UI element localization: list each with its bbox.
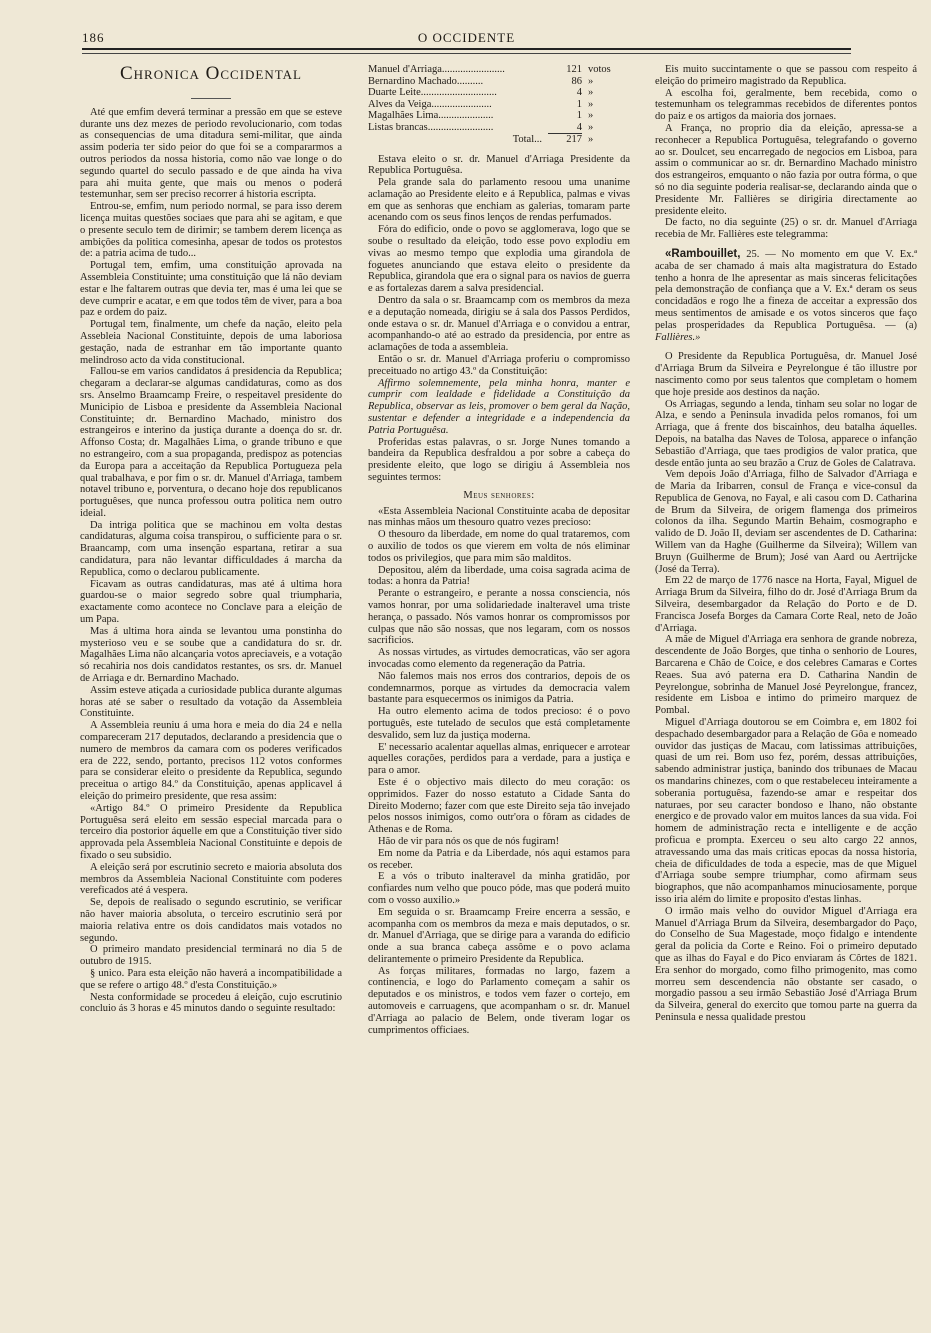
paragraph: Nesta conformidade se procedeu á eleição, cujo escrutinio concluio ás 3 horas e 45 minutos dando o seguinte resultado: (80, 991, 342, 1015)
paragraph: As forças militares, formadas no largo, fazem a continencia, e logo do Parlamento começam a sahir os deputados e os ministros, e todos vem fazer o cortejo, em automoveis e carruagens, que acompanham o sr. dr. Manuel d'Arriaga ao palacio de Belem, onde tiveram logar os cumprimentos officiaes. (368, 965, 630, 1036)
article-title: Chronica Occidental (120, 63, 302, 84)
column-1-text (80, 107, 342, 1015)
vote-row (368, 87, 630, 99)
paragraph: O thesouro da liberdade, em nome do qual trataremos, com o auxilio de todos os que vierem em volta de nós eliminar todos os privilegios, que para mim são malditos. (368, 529, 630, 564)
column-3 (655, 64, 917, 1024)
vote-u: » (588, 110, 594, 121)
page-number: 186 (82, 30, 105, 45)
paragraph: As nossas virtudes, as virtudes democraticas, vão ser agora invocadas como elemento da regeneração da Patria. (368, 647, 630, 670)
vote-n: 4 (576, 121, 582, 133)
telegram-place: «Rambouillet, (665, 247, 741, 260)
total-unit: » (588, 133, 594, 145)
paragraph: Até que emfim deverá terminar a pressão em que se esteve durante uns dez mezes de periodo revolucionario, com todas as consequencias de uma ditadura semi-militar, que ainda assim poderia ter sido peior do que foi se a compararmos a outros periodos da nossa historia, como não vae longe o do segundo quartel do seculo passado e de que ainda ha viva para ahi muita gente, que mais ou menos o poderá testemunhar, sem ser preciso recorrer á historia escripta. (80, 106, 342, 201)
column-2 (368, 64, 630, 1036)
telegram (655, 249, 917, 343)
paragraph: Mas á ultima hora ainda se levantou uma ponstinha do mysterioso veu e se soube que a candidatura do sr. dr. Magalhães Lima não alcançaria votos apreciaveis, e a votação só recahiria nos dois candidatos restantes, os srs. dr. Manuel de Arriaga e dr. Bernardino Machado. (80, 625, 342, 685)
paragraph: Dentro da sala o sr. Braamcamp com os membros da meza e a deputação nomeada, dirigiu se á sala dos Passos Perdidos, onde estava o sr. dr. Manuel d'Arriaga e o convidou a entrar, acompanhando-o até ao estrado da presidencia, por entre as aclamações de toda a assembleia. (368, 295, 630, 354)
paragraph: «Esta Assembleia Nacional Constituinte acaba de depositar nas minhas mãos um thesouro quatro vezes precioso: (368, 505, 630, 529)
paragraph: E a vós o tributo inalteravel da minha gratidão, por confiardes num velho que pouco póde, mas que poderá muito com o vosso auxilio.» (368, 871, 630, 906)
header-rule (82, 48, 851, 50)
page-header (82, 30, 851, 46)
vote-total-row (368, 133, 630, 146)
vote-n: 86 (571, 75, 582, 87)
paragraph: E' necessario acalentar aquellas almas, enriquecer e arrotear aquelles corações, perdidos para a verdade, para a justiça e para o amor. (368, 741, 630, 777)
paragraph: Não falemos mais nos erros dos contrarios, depois de os condemnarmos, porque as virtudes da democracia valem bastante para esquecermos os inimigos da Patria. (368, 670, 630, 706)
vote-name: Alves da Veiga....................... (368, 98, 492, 110)
paragraph: A escolha foi, geralmente, bem recebida, como o testemunham os telegrammas recebidos de diferentes pontos do paiz e os artigos da maioria dos jornaes. (655, 87, 917, 123)
vote-u: » (588, 75, 594, 87)
vote-u: » (588, 98, 594, 110)
salutation: Meus senhores: (463, 489, 535, 501)
vote-n: 1 (576, 98, 582, 110)
paragraph: Perante o estrangeiro, e perante a nossa consciencia, nós vamos honrar, por uma solidariedade inalteravel uma triste herança, o passado. Nós vamos honrar os compromissos por culpas que não são nossas, que nos legaram, com os nossos sacrificios. (368, 588, 630, 647)
paragraph: Portugal tem, finalmente, um chefe da nação, eleito pela Assebleia Nacional Constituinte, depois de uma laboriosa gestação, nada de estranhar em tão importante quanto melindroso acto da vida constitucional. (80, 319, 342, 366)
paragraph: O Presidente da Republica Portuguêsa, dr. Manuel José d'Arriaga Brum da Silveira e Peyrelongue é tão illustre por nascimento como por seus talentos que completam o homem que hoje preside aos destinos da nação. (655, 351, 917, 398)
vote-row (368, 122, 630, 134)
vote-row (368, 64, 630, 76)
vote-name: Listas brancas......................... (368, 121, 494, 133)
paragraph: A mãe de Miguel d'Arriaga era senhora de grande nobreza, descendente de João Borges, que tinha o senhorio de Loures, Barcarena e Chão de Coice, e dos celebres Camaras e Cortes Reaes. Sua avó paterna era D. Catharina Nandin de Peyrelongue, sobrinha de Manuel José Peyrelongue, francez, residente em Lisboa e intimo do primeiro marquez de Pombal. (655, 634, 917, 717)
vote-table (368, 64, 630, 133)
vote-row (368, 99, 630, 111)
paragraph: Hão de vir para nós os que de nós fugiram! (378, 835, 560, 847)
paragraph: Da intriga politica que se machinou em volta destas candidaturas, alguma coisa transpirou, o sufficiente para o sr. Braancamp, com uma insenção espartana, retirar a sua candidatura, para não levantar difficuldades á marcha da Republica, como o declarou publicamente. (80, 519, 342, 578)
paragraph: O irmão mais velho do ouvidor Miguel d'Arriaga era Manuel d'Arriaga Brum da Silveira, desembargador do Paço, do Conselho de Sua Magestade, moço fidalgo e intendente geral da policia da Corte e Reino. Foi o primeiro deputado que as ilhas do Fayal e do Pico enviaram ás Côrtes de 1821. Era senhor do morgado, como filho primogenito, mas como morreu sem descendencia não obstante ser casado, o morgadio passou a seu irmão Sebastião José d'Arriaga Brum da Silveira, general do exercito que tomou parte na guerra da Peninsula e nessa qualidade prestou (655, 905, 917, 1023)
paragraph: O primeiro mandato presidencial terminará no dia 5 de outubro de 1915. (80, 944, 342, 968)
paragraph: Ficavam as outras candidaturas, mas até á ultima hora guardou-se o maior segredo sobre qual triumpharia, exactamente como acontece no Conclave para a eleição de um Papa. (80, 578, 342, 626)
vote-n: 1 (576, 110, 582, 121)
paragraph: De facto, no dia seguinte (25) o sr. dr. Manuel d'Arriaga recebia de Mr. Fallières este telegramma: (655, 217, 917, 241)
total-label: Total... (512, 133, 542, 145)
paragraph: Fóra do edificio, onde o povo se agglomerava, logo que se soube o resultado da eleição, todo esse povo explodiu em vivas ao mesmo tempo que explodia uma girandola de foguetes anunciando que estava eleito o presidente da Republica, girandola que era o signal para os navios de guerra e as fortalezas darem a salva presidencial. (368, 224, 630, 295)
paragraph: Miguel d'Arriaga doutorou se em Coimbra e, em 1802 foi despachado desembargador para a Relação de Gôa e nomeado ouvidor das justiças de Macau, com latissimas attribuições, quasi de um rei. Bom uso fez, porém, dessas attribuições, sabendo administrar justiça, banindo dos tribunaes de Macau os mandarins chinezes, com o que restabeleceu inteiramente a soberania portuguêsa, fazendo-se amar e respeitar dos naturaes, por seu caracter bondoso e lhano, não obstante energico e de provado valor em muitos lances da sua vida. Foi homem de administração recta e intelligente e de acção proficua e prompta. Exerceu o seu alto cargo 22 annos, atravessando uma das mais criticas epocas da nossa historia, cheia de dificuldades de toda a especie, mas de que Miguel d'Arriaga soube sempre triumphar, como afirmam seus biographos, que não acompanhamos minuciosamente, porque isso iria além do limite e proposito d'estas linhas. (655, 717, 917, 905)
oath-text: Affirmo solemnemente, pela minha honra, manter e cumprir com lealdade e fidelidade a Constituição da Republica, observar as leis, promover o bem geral da Nação, sustentar e defender a integridade e a independencia da Patria Portuguêsa. (368, 377, 630, 436)
paragraph: Os Arriagas, segundo a lenda, tinham seu solar no logar de Alza, e sendo a Peninsula invadida pelos romanos, foi um Arriaga, que á frente dos biscainhos, deu batalha áquelles. Depois, na batalha das Naves de Tolosa, apparece o infanção Sebastião d'Arriaga, que taes prodigios de valor pratica, que desde então junta ao seu brazão a Cruz de Goles de Calatrava. (655, 398, 917, 469)
paragraph: Vem depois João d'Arriaga, filho de Salvador d'Arriaga e de Maria da Iribarren, consul de França e vice-consul da Republica de Genova, no Fayal, e ali casou com D. Catharina de Brum da Silveira, de origem flamenga dos primeiros colonos da ilha. Segundo Martin Behaim, cosmographo e valido de D. João II, deviam ser ascendentes de D. Catharina: Willem van da Haghe (Guilherme da Silveira); Willem van Bruyn (Guilherme de Brum); José van Aard ou Aertrijcke (José da Terra). (655, 469, 917, 575)
paragraph: A Assembleia reuniu á uma hora e meia do dia 24 e nella compareceram 217 deputados, declarando a presidencia que o numero de membros da camara com os poderes verificados era de 222, sendo, portanto, precisos 112 votos conformes para se considerar eleito o presidente da Republica, segundo preceitua o artigo 84.º da Constituição, apenas applicavel á eleição do primeiro presidente, que resa assim: (80, 720, 342, 803)
column-2-text-b (368, 437, 630, 484)
paragraph: Este é o objectivo mais dilecto do meu coração: os opprimidos. Fazer do nosso estatuto a Cidade Santa do Direito Moderno; fazer com que este Direito seja tão invejado pelos nossos inimigos, como outr'ora o fôram as cidades de Athenas e de Roma. (368, 776, 630, 836)
vote-u: votos (588, 64, 611, 75)
paragraph: A eleição será por escrutinio secreto e maioria absoluta dos membros da Assembleia Nacional Constituinte com poderes vereficados até á vespera. (80, 861, 342, 897)
paragraph: Eis muito succintamente o que se passou com respeito á eleição do primeiro magistrado da Republica. (655, 64, 917, 87)
column-1 (80, 64, 342, 1015)
title-separator (191, 98, 231, 99)
paragraph: Em nome da Patria e da Liberdade, nós aqui estamos para os receber. (368, 847, 630, 871)
vote-u: » (588, 87, 594, 98)
vote-row (368, 110, 630, 122)
paragraph: Assim esteve atiçada a curiosidade publica durante algumas horas até se saber o resultado da votação da Assembleia Constituinte. (80, 684, 342, 720)
column-3-text-b (655, 351, 917, 1023)
paragraph: Em 22 de março de 1776 nasce na Horta, Fayal, Miguel de Arriaga Brum da Silveira, filho do dr. José d'Arriaga Brum da Silveira, desembargador da Relação do Porto e de D. Francisca Josefa Borges da Camara Corte Real, neto de João d'Arriaga. (655, 575, 917, 634)
paragraph: Entrou-se, emfim, num periodo normal, se para isso derem licença muitas questões sociaes que para ahi se agitam, e que o presente seculo tem de dirimir; se tambem derem licença as ambições da politica comesinha, apesar de todos os protestos de: a patria acima de tudo... (80, 201, 342, 260)
column-3-text-a (655, 64, 917, 241)
vote-name: Bernardino Machado.......... (368, 75, 484, 87)
paragraph: § unico. Para esta eleição não haverá a incompatibilidade a que se refere o artigo 48.º d'esta Constituição.» (80, 967, 342, 991)
paragraph: Portugal tem, emfim, uma constituição aprovada na Assembleia Constituinte; uma constituição que lá não deviam estar e lhe faltarem outras que devia ter, mas é uma lei que se deve cumprir e acatar, e em que todos têm de viver, para a boa paz e ordem do paiz. (80, 260, 342, 319)
paragraph: Fallou-se em varios candidatos á presidencia da Republica; chegaram a declarar-se algumas candidaturas, como as dos srs. Anselmo Braamcamp Freire, o respeitavel presidente do Municipio de Lisboa e presidente da Assembleia Nacional Constituinte; dr. Bernardino Machado, ministro dos estrangeiros e interino da justiça durante a doença do sr. dr. Affonso Costa; dr. Magalhães Lima, o grande tribuno e que no estrangeiro, com a sua propaganda, predispoz as potencias da Europa para a acceitação da Republica Portugueza pela qual trabalhava, e por fim o sr. dr. Manuel d'Arriaga, tambem notavel tribuno e, porventura, o decano hoje dos republicanos portuguêses, que nunca professou outra politica nem outro ideial. (80, 366, 342, 519)
paragraph: Ha outro elemento acima de todos precioso: é o povo português, este tutelado de seculos que está completamente desvalido, sem luz da justiça moderna. (368, 706, 630, 741)
vote-name: Manuel d'Arriaga........................ (368, 64, 505, 75)
journal-title: O OCCIDENTE (417, 30, 516, 45)
header-rule-thin (82, 53, 851, 54)
paragraph: «Artigo 84.º O primeiro Presidente da Republica Portuguêsa será eleito em sessão especial marcada para o terceiro dia postorior áquelle em que a Constituição tiver sido approvada pela Assembleia Nacional Constituinte e depois de fixado o seu subsidio. (80, 802, 342, 861)
paragraph: Então o sr. dr. Manuel d'Arriaga proferiu o compromisso preceituado no artigo 43.º da Constituição: (368, 354, 630, 377)
column-2-text-c (368, 506, 630, 1037)
vote-n: 4 (576, 87, 582, 98)
telegram-text: 25. — No momento em que V. Ex.ª acaba de ser chamado á mais alta magistratura do Estado tenho a honra de lhe apresentar as mais sinceras felicitações pela demonstração de confiança que a V. Ex.ª deram os seus concidadãos e rogo lhe a fineza de acceitar a expressão dos meus sentimentos de amisade e os votos sinceros que faço pelas prosperidades da Republica Portuguêsa. — (a) (655, 248, 917, 331)
paragraph: Estava eleito o sr. dr. Manuel d'Arriaga Presidente da Republica Portuguêsa. (368, 153, 630, 177)
paragraph: Depositou, além da liberdade, uma coisa sagrada acima de todas: a honra da Patria! (368, 564, 630, 588)
column-2-text-a (368, 154, 630, 378)
paragraph: Se, depois de realisado o segundo escrutinio, se verificar não haver maioria absoluta, o terceiro escrutinio será por maioria relativa entre os dois candidatos mais votados no segundo. (80, 897, 342, 944)
paragraph: Proferidas estas palavras, o sr. Jorge Nunes tomando a bandeira da Republica desfraldou a por sobre a cabeça do presidente eleito, que logo se dirigiu á Assembleia nos seguintes termos: (368, 436, 630, 484)
vote-name: Duarte Leite............................. (368, 87, 497, 98)
vote-u: » (588, 121, 594, 133)
telegram-signature: Fallières.» (655, 331, 701, 343)
vote-name: Magalhães Lima..................... (368, 110, 494, 121)
paragraph: Pela grande sala do parlamento resoou uma unanime aclamação ao Presidente eleito e á Republica, palmas e vivas em que as senhoras que enchiam as galerias, tomaram parte acenando com os seus finos lenços de rendas perfumados. (368, 177, 630, 224)
paragraph: A França, no proprio dia da eleição, apressa-se a reconhecer a Republica Portuguêsa, telegrafando o governo ao sr. Doulcet, seu encarregado de negocios em Lisboa, para assim o communicar ao sr. dr. Bernardino Machado ministro dos estrangeiros, emquanto o não fazia por outra fórma, o que só no dia seguinte poderia realisar-se, declarando ainda que o Presidente Mr. Fallières se dirigiria directamente ao presidente eleito. (655, 122, 917, 217)
vote-n: 121 (566, 64, 582, 75)
paragraph: Em seguida o sr. Braamcamp Freire encerra a sessão, e acompanha com os membros da meza e mais deputados, o sr. dr. Manuel d'Arriaga, que se dirige para a varanda do edificio onde a sua branca cabeça assôme e o povo aclama delirantemente o primeiro Presidente da Republica. (368, 906, 630, 965)
vote-row (368, 76, 630, 88)
total-votes: 217 (548, 134, 582, 146)
